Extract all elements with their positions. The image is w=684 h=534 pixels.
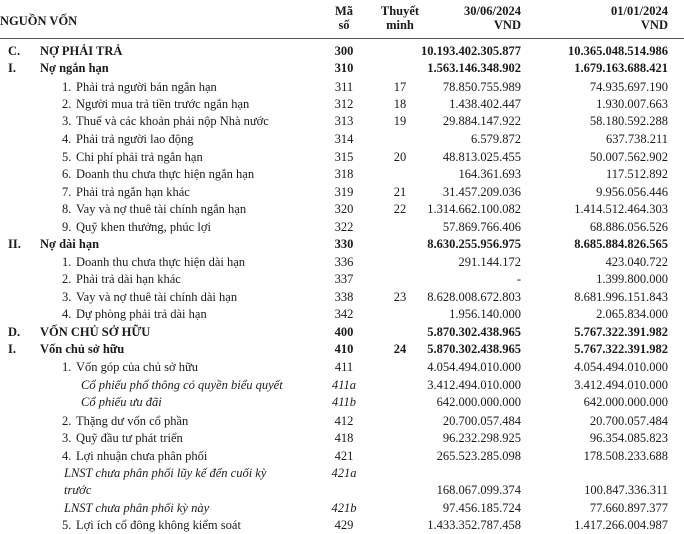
row-label: Thuế và các khoản phải nộp Nhà nước — [76, 114, 269, 128]
table-row — [0, 132, 684, 148]
row-code: 337 — [334, 272, 354, 286]
row-note: 18 — [393, 97, 407, 111]
row-label: Người mua trả tiền trước ngắn hạn — [76, 97, 250, 111]
row-code: 421b — [331, 501, 357, 515]
row-label: Lợi nhuận chưa phân phối — [76, 449, 208, 463]
table-row — [0, 395, 684, 411]
row-note: 20 — [393, 150, 407, 164]
table-row — [0, 466, 684, 498]
row-number: 5. — [62, 518, 72, 532]
row-number: 9. — [62, 220, 72, 234]
row-code: 411 — [334, 360, 354, 374]
row-number: 2. — [62, 414, 72, 428]
table-row — [0, 431, 684, 447]
row-code: 314 — [334, 132, 354, 146]
row-code: 342 — [334, 307, 354, 321]
table-row — [0, 360, 684, 376]
row-value-01-01-2024: 3.412.494.010.000 — [574, 378, 668, 392]
row-value-30-06-2024: 1.314.662.100.082 — [427, 202, 521, 216]
table-row — [0, 378, 684, 394]
row-value-30-06-2024: 78.850.755.989 — [442, 80, 521, 94]
row-value-01-01-2024: 642.000.000.000 — [583, 395, 668, 409]
row-value-30-06-2024: 1.956.140.000 — [449, 307, 521, 321]
row-code: 320 — [334, 202, 354, 216]
header-thuyet-minh-line1: Thuyết — [380, 4, 420, 18]
row-number: 7. — [62, 185, 72, 199]
row-number: 4. — [62, 449, 72, 463]
row-code: 336 — [334, 255, 354, 269]
row-code: 310 — [334, 61, 354, 75]
table-row — [0, 80, 684, 96]
row-value-01-01-2024: 637.738.211 — [605, 132, 668, 146]
row-value-01-01-2024: 5.767.322.391.982 — [574, 342, 668, 356]
row-note: 17 — [393, 80, 407, 94]
row-label: Quỹ khen thưởng, phúc lợi — [76, 220, 211, 234]
row-value-01-01-2024: 68.886.056.526 — [589, 220, 668, 234]
row-code: 421a — [331, 466, 357, 480]
row-value-01-01-2024: 1.930.007.663 — [596, 97, 668, 111]
row-label: Vay và nợ thuê tài chính dài hạn — [76, 290, 238, 304]
row-value-30-06-2024: 1.433.352.787.458 — [427, 518, 521, 532]
row-value-30-06-2024: 164.361.693 — [458, 167, 521, 181]
row-number: 3. — [62, 431, 72, 445]
row-code: 400 — [334, 325, 354, 339]
row-value-30-06-2024: 1.438.402.447 — [449, 97, 521, 111]
row-number: 5. — [62, 150, 72, 164]
header-ma-so-line1: Mã — [334, 4, 354, 18]
row-label: Chi phí phải trả ngắn hạn — [76, 150, 203, 164]
row-code: 410 — [334, 342, 354, 356]
header-date-1-line1: 30/06/2024 — [464, 4, 521, 18]
header-thuyet-minh-line2: minh — [386, 18, 414, 32]
table-row — [0, 220, 684, 236]
row-value-01-01-2024: 1.679.163.688.421 — [574, 61, 668, 75]
row-note: 21 — [393, 185, 407, 199]
header-divider — [0, 38, 684, 39]
row-code: 315 — [334, 150, 354, 164]
row-value-30-06-2024: 97.456.185.724 — [442, 501, 521, 515]
row-value-30-06-2024: 57.869.766.406 — [442, 220, 521, 234]
row-code: 312 — [334, 97, 354, 111]
row-value-01-01-2024: 1.414.512.464.303 — [574, 202, 668, 216]
row-number: 3. — [62, 290, 72, 304]
row-number: 4. — [62, 132, 72, 146]
row-code: 330 — [334, 237, 354, 251]
table-row — [0, 150, 684, 166]
table-row — [0, 501, 684, 517]
row-label: Cổ phiếu phổ thông có quyền biểu quyết — [81, 378, 283, 392]
header-date-2-line2: VND — [640, 18, 668, 32]
header-date-2-line1: 01/01/2024 — [611, 4, 668, 18]
row-label: Vốn chủ sở hữu — [40, 342, 125, 356]
row-label: LNST chưa phân phối lũy kế đến cuối kỳ — [64, 466, 267, 480]
row-label: Phải trả dài hạn khác — [76, 272, 181, 286]
header-date-1 — [464, 4, 521, 32]
row-value-30-06-2024: 29.884.147.922 — [442, 114, 521, 128]
row-value-01-01-2024: 58.180.592.288 — [589, 114, 668, 128]
row-label: Doanh thu chưa thực hiện dài hạn — [76, 255, 246, 269]
row-code: 338 — [334, 290, 354, 304]
row-value-30-06-2024: - — [516, 272, 521, 286]
header-date-2 — [611, 4, 668, 32]
row-code: 300 — [334, 44, 354, 58]
row-value-30-06-2024: 31.457.209.036 — [442, 185, 521, 199]
row-label: Phải trả người bán ngắn hạn — [76, 80, 217, 94]
row-value-01-01-2024: 178.508.233.688 — [583, 449, 668, 463]
header-thuyet-minh — [372, 4, 428, 32]
table-row — [0, 44, 684, 60]
row-number: 2. — [62, 97, 72, 111]
row-value-30-06-2024: 1.563.146.348.902 — [427, 61, 521, 75]
row-value-01-01-2024: 5.767.322.391.982 — [574, 325, 668, 339]
table-row — [0, 202, 684, 218]
row-value-01-01-2024: 4.054.494.010.000 — [574, 360, 668, 374]
row-note: 19 — [393, 114, 407, 128]
row-number: D. — [8, 325, 21, 339]
row-label: Doanh thu chưa thực hiện ngắn hạn — [76, 167, 255, 181]
row-value-01-01-2024: 96.354.085.823 — [589, 431, 668, 445]
row-code: 318 — [334, 167, 354, 181]
row-number: I. — [8, 61, 16, 75]
row-value-30-06-2024: 4.054.494.010.000 — [427, 360, 521, 374]
row-number: I. — [8, 342, 16, 356]
row-value-01-01-2024: 8.685.884.826.565 — [574, 237, 668, 251]
table-row — [0, 325, 684, 341]
row-label: Nợ ngắn hạn — [40, 61, 109, 75]
row-code: 322 — [334, 220, 354, 234]
row-label: VỐN CHỦ SỞ HỮU — [40, 325, 151, 339]
row-value-01-01-2024: 50.007.562.902 — [589, 150, 668, 164]
table-row — [0, 237, 684, 253]
table-row — [0, 342, 684, 358]
row-label: Quỹ đầu tư phát triển — [76, 431, 183, 445]
table-row — [0, 449, 684, 465]
table-row — [0, 290, 684, 306]
row-value-01-01-2024: 100.847.336.311 — [584, 483, 668, 497]
row-label: Phải trả người lao động — [76, 132, 194, 146]
row-value-30-06-2024: 48.813.025.455 — [442, 150, 521, 164]
row-label: Cổ phiếu ưu đãi — [81, 395, 162, 409]
row-value-01-01-2024: 9.956.056.446 — [596, 185, 668, 199]
row-code: 313 — [334, 114, 354, 128]
table-row — [0, 114, 684, 130]
row-value-30-06-2024: 5.870.302.438.965 — [427, 342, 521, 356]
row-value-30-06-2024: 168.067.099.374 — [436, 483, 521, 497]
row-code: 319 — [334, 185, 354, 199]
row-value-01-01-2024: 8.681.996.151.843 — [574, 290, 668, 304]
row-value-30-06-2024: 642.000.000.000 — [436, 395, 521, 409]
row-label: Dự phòng phải trả dài hạn — [76, 307, 207, 321]
table-row — [0, 61, 684, 77]
row-code: 412 — [334, 414, 354, 428]
row-code: 421 — [334, 449, 354, 463]
row-number: 6. — [62, 167, 72, 181]
row-label: NỢ PHẢI TRẢ — [40, 44, 123, 58]
table-row — [0, 167, 684, 183]
row-code: 411a — [331, 378, 357, 392]
row-number: 4. — [62, 307, 72, 321]
row-label: Nợ dài hạn — [40, 237, 100, 251]
row-value-01-01-2024: 1.417.266.004.987 — [574, 518, 668, 532]
row-value-01-01-2024: 10.365.048.514.986 — [568, 44, 668, 58]
row-value-01-01-2024: 117.512.892 — [605, 167, 668, 181]
header-ma-so-line2: số — [338, 18, 350, 32]
row-note: 24 — [393, 342, 407, 356]
row-code: 411b — [331, 395, 357, 409]
row-label: Vốn góp của chủ sở hữu — [76, 360, 199, 374]
row-number: 3. — [62, 114, 72, 128]
row-code: 418 — [334, 431, 354, 445]
row-value-30-06-2024: 265.523.285.098 — [436, 449, 521, 463]
row-value-30-06-2024: 96.232.298.925 — [442, 431, 521, 445]
table-row — [0, 272, 684, 288]
table-row — [0, 255, 684, 271]
row-label: Phải trả ngắn hạn khác — [76, 185, 190, 199]
row-value-01-01-2024: 1.399.800.000 — [596, 272, 668, 286]
row-value-30-06-2024: 291.144.172 — [458, 255, 521, 269]
row-value-30-06-2024: 20.700.057.484 — [442, 414, 521, 428]
row-number: 2. — [62, 272, 72, 286]
row-number: 8. — [62, 202, 72, 216]
row-value-30-06-2024: 8.630.255.956.975 — [427, 237, 521, 251]
row-note: 22 — [393, 202, 407, 216]
row-label: Vay và nợ thuê tài chính ngắn hạn — [76, 202, 247, 216]
row-label-continued: trước — [64, 483, 92, 497]
row-code: 429 — [334, 518, 354, 532]
header-ma-so — [324, 4, 364, 32]
header-date-1-line2: VND — [493, 18, 521, 32]
row-value-30-06-2024: 8.628.008.672.803 — [427, 290, 521, 304]
header-nguon-von: NGUỒN VỐN — [0, 14, 78, 28]
row-value-01-01-2024: 20.700.057.484 — [589, 414, 668, 428]
row-value-01-01-2024: 423.040.722 — [605, 255, 668, 269]
row-number: II. — [8, 237, 21, 251]
table-row — [0, 97, 684, 113]
row-value-01-01-2024: 77.660.897.377 — [589, 501, 668, 515]
row-value-30-06-2024: 5.870.302.438.965 — [427, 325, 521, 339]
row-number: C. — [8, 44, 21, 58]
row-value-30-06-2024: 10.193.402.305.877 — [421, 44, 521, 58]
row-number: 1. — [62, 360, 72, 374]
table-row — [0, 185, 684, 201]
row-value-30-06-2024: 6.579.872 — [471, 132, 521, 146]
row-code: 311 — [334, 80, 354, 94]
row-number: 1. — [62, 255, 72, 269]
row-number: 1. — [62, 80, 72, 94]
row-value-01-01-2024: 2.065.834.000 — [596, 307, 668, 321]
row-value-30-06-2024: 3.412.494.010.000 — [427, 378, 521, 392]
table-row — [0, 414, 684, 430]
row-label: Thặng dư vốn cổ phần — [76, 414, 189, 428]
row-value-01-01-2024: 74.935.697.190 — [589, 80, 668, 94]
row-note: 23 — [393, 290, 407, 304]
table-row — [0, 307, 684, 323]
row-label: Lợi ích cổ đông không kiểm soát — [76, 518, 241, 532]
row-label: LNST chưa phân phối kỳ này — [64, 501, 210, 515]
